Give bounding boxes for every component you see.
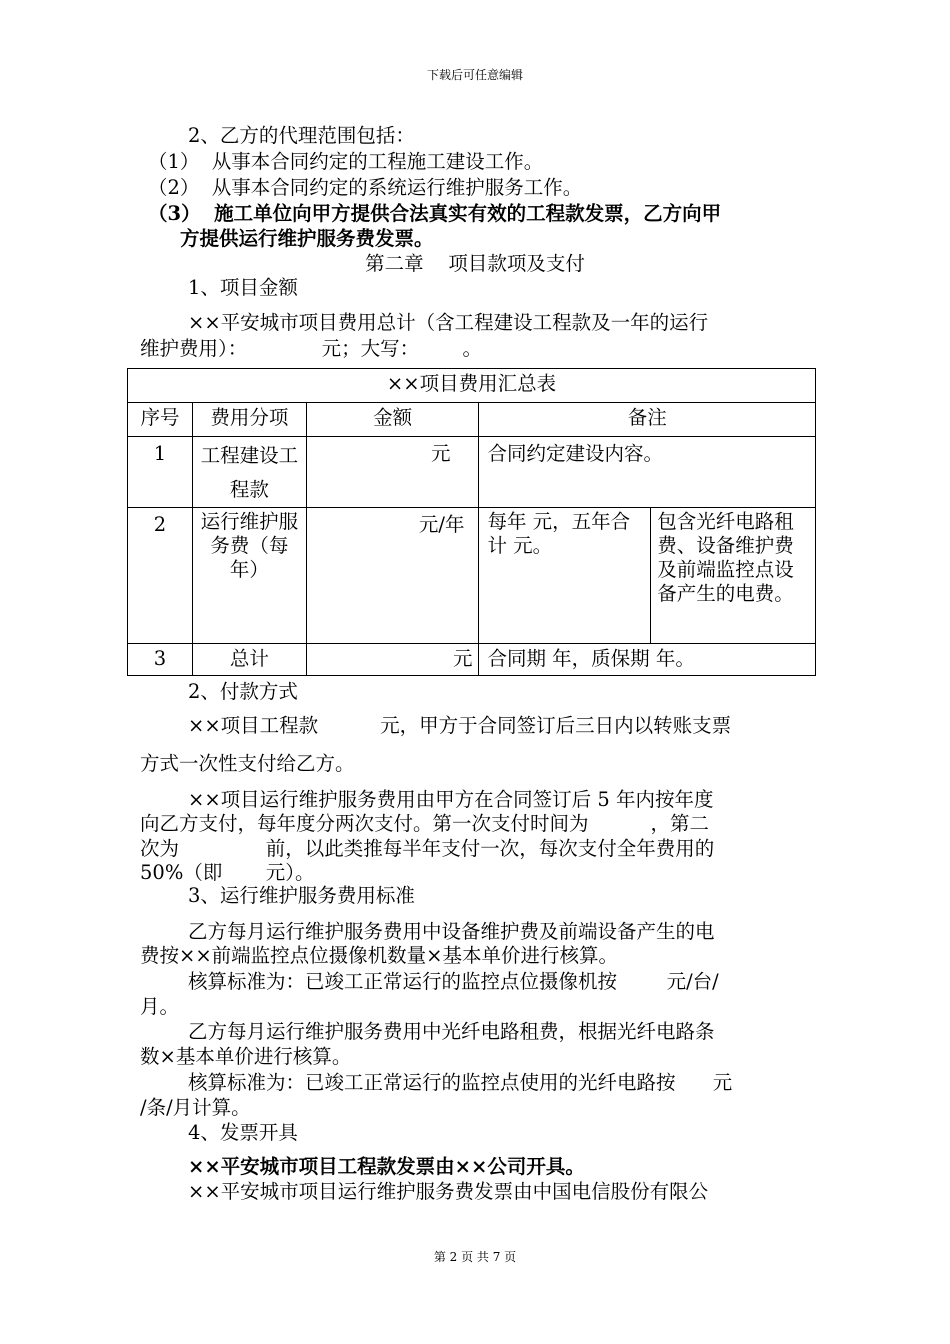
scope-item-3-line1: （3） 施工单位向甲方提供合法真实有效的工程款发票，乙方向甲 <box>148 202 722 225</box>
payment-text-line2: 方式一次性支付给乙方。 <box>140 752 355 775</box>
invoice-text-construction: ××平安城市项目工程款发票由××公司开具。 <box>188 1155 585 1178</box>
maintenance-payment-line3: 次为 前，以此类推每半年支付一次，每次支付全年费用的 <box>140 837 715 860</box>
scope-intro: 2、乙方的代理范围包括： <box>188 124 415 147</box>
fiber-fee-line2: 数×基本单价进行核算。 <box>140 1045 352 1068</box>
row3-item: 总计 <box>192 644 306 676</box>
invoice-text-maintenance: ××平安城市项目运行维护服务费发票由中国电信股份有限公 <box>188 1180 709 1203</box>
chapter-title: 第二章 项目款项及支付 <box>365 252 585 275</box>
scope-item-3-line2: 方提供运行维护服务费发票。 <box>180 227 434 250</box>
payment-text-line1: ××项目工程款 元，甲方于合同签订后三日内以转账支票 <box>188 714 732 737</box>
standard-text-line2: 费按××前端监控点位摄像机数量×基本单价进行核算。 <box>140 944 619 967</box>
row3-amount: 元 <box>306 644 479 676</box>
row3-no: 3 <box>128 644 193 676</box>
row1-note: 合同约定建设内容。 <box>479 437 816 508</box>
fee-summary-table <box>127 368 816 676</box>
section-heading-amount: 1、项目金额 <box>188 276 298 299</box>
header-amount: 金额 <box>306 403 479 437</box>
standard-text-line1: 乙方每月运行维护服务费用中设备维护费及前端设备产生的电 <box>188 920 715 943</box>
fiber-fee-line1: 乙方每月运行维护服务费用中光纤电路租费，根据光纤电路条 <box>188 1020 715 1043</box>
row2-amount: 元/年 <box>306 508 479 644</box>
section-heading-invoice: 4、发票开具 <box>188 1121 298 1144</box>
section-heading-payment: 2、付款方式 <box>188 680 298 703</box>
header-note: 备注 <box>479 403 816 437</box>
amount-text-line2: 维护费用）： 元；大写： 。 <box>140 337 483 360</box>
camera-standard-line1: 核算标准为：已竣工正常运行的监控点位摄像机按 元/台/ <box>188 970 719 993</box>
row2-note-detail: 包含光纤电路租费、设备维护费及前端监控点设备产生的电费。 <box>651 508 816 644</box>
table-title: ××项目费用汇总表 <box>128 369 816 403</box>
row1-no: 1 <box>128 437 193 508</box>
camera-standard-line2: 月。 <box>140 995 180 1018</box>
amount-text-line1: ××平安城市项目费用总计（含工程建设工程款及一年的运行 <box>188 311 709 334</box>
header-no: 序号 <box>128 403 193 437</box>
scope-item-1: （1） 从事本合同约定的工程施工建设工作。 <box>148 150 544 173</box>
row3-note: 合同期 年，质保期 年。 <box>479 644 816 676</box>
maintenance-payment-line1: ××项目运行维护服务费用由甲方在合同签订后 5 年内按年度 <box>188 788 714 811</box>
row2-item: 运行维护服务费（每年） <box>192 508 306 644</box>
fiber-standard-line1: 核算标准为：已竣工正常运行的监控点使用的光纤电路按 元 <box>188 1071 733 1094</box>
row2-no: 2 <box>128 508 193 644</box>
fiber-standard-line2: /条/月计算。 <box>140 1096 251 1119</box>
section-heading-standard: 3、运行维护服务费用标准 <box>188 884 415 907</box>
header-item: 费用分项 <box>192 403 306 437</box>
maintenance-payment-line4: 50%（即 元）。 <box>140 861 315 884</box>
page-header: 下载后可任意编辑 <box>426 68 523 82</box>
scope-item-2: （2） 从事本合同约定的系统运行维护服务工作。 <box>148 176 583 199</box>
row1-amount: 元 <box>306 437 479 508</box>
row1-item: 工程建设工程款 <box>192 437 306 508</box>
row2-note: 每年 元，五年合计 元。 <box>479 508 651 644</box>
maintenance-payment-line2: 向乙方支付，每年度分两次支付。第一次支付时间为 ，第二 <box>140 812 709 835</box>
page-footer: 第 2 页 共 7 页 <box>433 1250 517 1264</box>
